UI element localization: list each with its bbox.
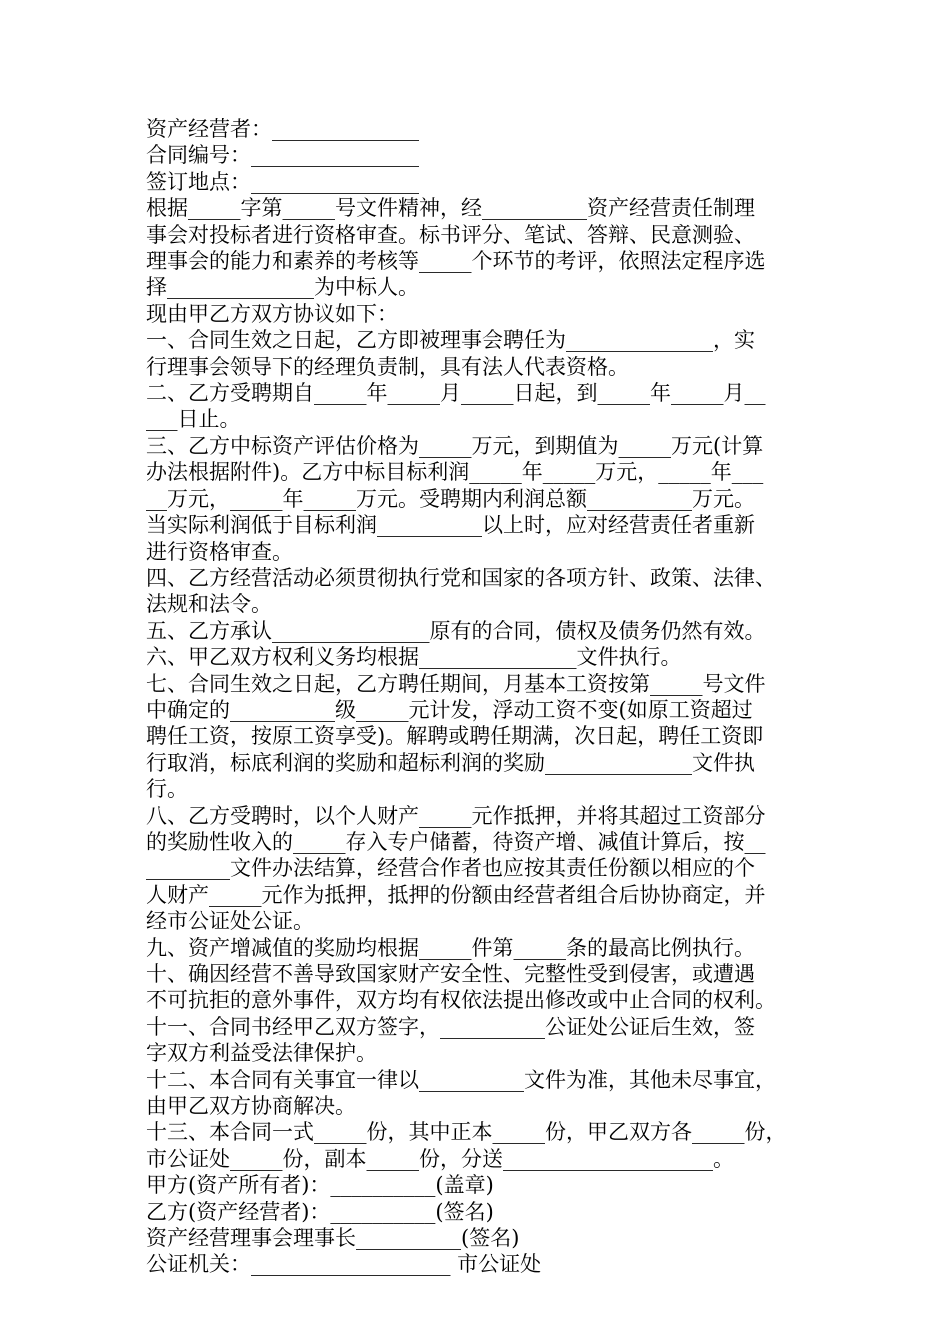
clause-4-line: 四、乙方经营活动必须贯彻执行党和国家的各项方针、政策、法律、: [146, 565, 776, 590]
clause-11-line: 十一、合同书经甲乙双方签字，__________公证处公证后生效，签: [146, 1014, 755, 1039]
preamble-line: 根据_____字第_____号文件精神，经__________资产经营责任制理: [146, 196, 755, 221]
clause-9-line: 九、资产增减值的奖励均根据_____件第_____条的最高比例执行。: [146, 935, 755, 960]
clause-7-line: 聘任工资，按原工资享受)。解聘或聘任期满，次日起，聘任工资即: [146, 724, 764, 749]
notary-line: 公证机关：___________________ 市公证处: [146, 1252, 542, 1277]
clause-3-line: 进行资格审查。: [146, 539, 293, 564]
clause-3-line: 办法根据附件)。乙方中标目标利润_____年_____万元，_____年___: [146, 460, 764, 485]
clause-10-line: 不可抗拒的意外事件，双方均有权依法提出修改或中止合同的权利。: [146, 988, 776, 1013]
council-chair-signature-line: 资产经营理事会理事长__________(签名): [146, 1226, 520, 1251]
clause-10-line: 十、确因经营不善导致国家财产安全性、完整性受到侵害，或遭遇: [146, 962, 755, 986]
clause-7-line: 行取消，标底利润的奖励和超标利润的奖励______________文件执: [146, 750, 755, 775]
clause-8-line: 的奖励性收入的_____存入专户储蓄，待资产增、减值计算后，按__: [146, 829, 766, 854]
clause-5-line: 五、乙方承认_______________原有的合同，债权及债务仍然有效。: [146, 618, 766, 643]
preamble-line: 事会对投标者进行资格审查。标书评分、笔试、答辩、民意测验、: [146, 222, 755, 247]
clause-12-line: 由甲乙双方协商解决。: [146, 1094, 356, 1119]
party-b-signature-line: 乙方(资产经营者)：__________(签名): [146, 1199, 494, 1224]
clause-8-line: 人财产_____元作为抵押，抵押的份额由经营者组合后协协商定，并: [146, 882, 766, 907]
clause-7-line: 中确定的__________级_____元计发，浮动工资不变(如原工资超过: [146, 697, 753, 722]
agreement-intro-line: 现由甲乙方双方协议如下：: [146, 301, 398, 326]
clause-6-line: 六、甲乙双方权利义务均根据_______________文件执行。: [146, 645, 682, 670]
operator-line: 资产经营者：______________: [146, 117, 419, 141]
clause-1-line: 一、合同生效之日起，乙方即被理事会聘任为______________，实: [146, 328, 755, 353]
clause-13-line: 市公证处_____份，副本_____份，分送____________________。: [146, 1146, 734, 1171]
clause-3-line: 三、乙方中标资产评估价格为_____万元，到期值为_____万元(计算: [146, 433, 764, 458]
clause-11-line: 字双方利益受法律保护。: [146, 1041, 377, 1066]
contract-number-line: 合同编号：________________: [146, 143, 419, 168]
clause-7-line: 七、合同生效之日起，乙方聘任期间，月基本工资按第_____号文件: [146, 671, 766, 696]
preamble-line: 理事会的能力和素养的考核等_____个环节的考评，依照法定程序选: [146, 249, 766, 274]
preamble-line: 择______________为中标人。: [146, 275, 419, 300]
clause-12-line: 十二、本合同有关事宜一律以__________文件为准，其他未尽事宜，: [146, 1067, 776, 1092]
clause-2-line: 二、乙方受聘期自_____年_____月_____日起，到_____年_____月__: [146, 381, 766, 406]
clause-7-line: 行。: [146, 777, 188, 802]
clause-13-line: 十三、本合同一式_____份，其中正本_____份，甲乙双方各_____份，: [146, 1120, 787, 1145]
signing-place-line: 签订地点：________________: [146, 169, 419, 194]
clause-1-line: 行理事会领导下的经理负责制，具有法人代表资格。: [146, 354, 629, 379]
clause-3-line: 当实际利润低于目标利润__________以上时，应对经营责任者重新: [146, 513, 755, 538]
clause-4-line: 法规和法令。: [146, 592, 272, 617]
party-a-signature-line: 甲方(资产所有者)：__________(盖章): [146, 1173, 494, 1198]
clause-8-line: 八、乙方受聘时，以个人财产_____元作抵押，并将其超过工资部分: [146, 803, 766, 828]
clause-8-line: ________文件办法结算，经营合作者也应按其责任份额以相应的个: [146, 856, 755, 881]
clause-2-line: ___日止。: [146, 407, 241, 432]
clause-8-line: 经市公证处公证。: [146, 909, 314, 934]
contract-body: [146, 116, 826, 1278]
clause-3-line: __万元，_____年_____万元。受聘期内利润总额__________万元。: [146, 486, 755, 511]
